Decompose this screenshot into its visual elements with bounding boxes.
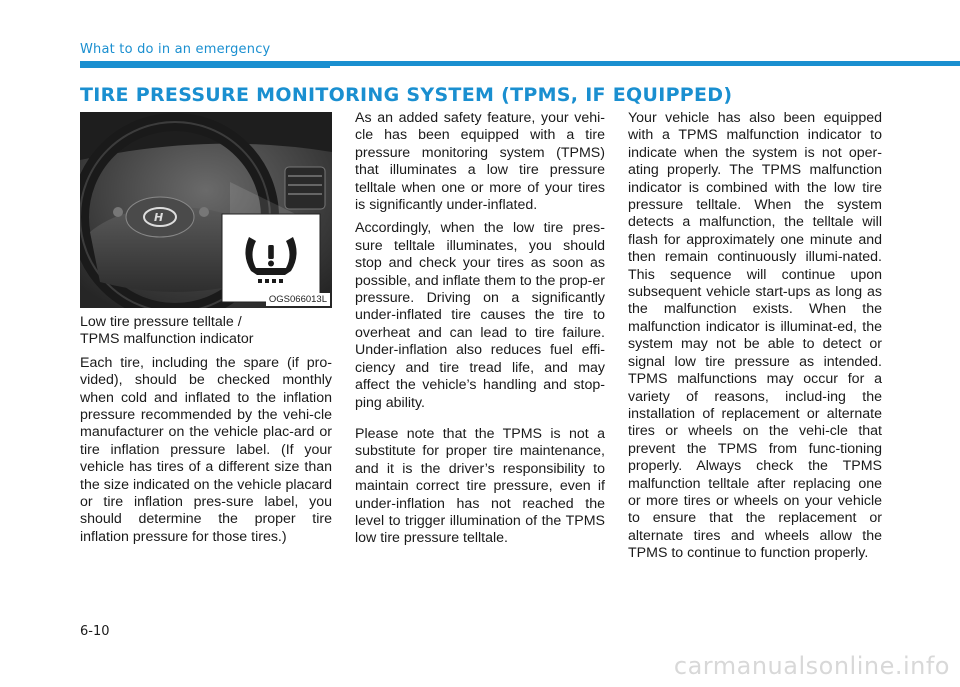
watermark: carmanualsonline.info [673,652,950,680]
malfunction-indicator-paragraph: Your vehicle has also been equipped with a TPMS malfunction indicator to indicate when the system is not oper-ating properly. The TPMS malfunction indicator is combined with the low tire pressure telltale. When the system detects a malfunction, the telltale will flash for approximately one minute and then remain continuously illumi-nated. This sequence will continue upon subsequent vehicle start-ups as long as the malfunction exists. When the malfunction indicator is illuminat-ed, the system may not be able to detect or signal low tire pressure as intended. TPMS malfunctions may occur for a variety of reasons, includ-ing the installation of replacement or alternate tires or wheels on the vehi-cle that prevent the TPMS from func-tioning properly. Always check the TPMS malfunction telltale after replacing one or more tires or wheels on your vehicle to ensure that the replacement or alternate tires and wheels allow the TPMS to continue to function properly. [628,110,882,562]
figure-caption-line-2: TPMS malfunction indicator [80,331,254,348]
svg-text:H: H [154,211,164,224]
header-rule-accent [80,66,330,68]
figure-caption-line-1: Low tire pressure telltale / [80,314,242,330]
figure-caption [80,314,332,349]
column-3 [628,110,882,569]
safety-feature-paragraph: As an added safety feature, your vehi-cle has been equipped with a tire pressure monitoring system (TPMS) that illuminates a low tire pressure telltale when one or more of your tires is significantly under-inflated. [355,110,605,214]
section-label: What to do in an emergency [80,42,271,57]
spare-tire-paragraph: Each tire, including the spare (if pro-vided), should be checked monthly when cold and inflated to the inflation pressure recommended by the vehi-cle manufacturer on the vehicle plac-ard or tire inflation pressure label. (If your vehicle has tires of a different size than the size indicated on the vehicle placard or tire inflation pres-sure label, you should determine the proper tire inflation pressure for those tires.) [80,354,332,545]
column-1 [80,314,332,552]
figure-code: OGS066013L [266,293,330,306]
maintenance-note-paragraph: Please note that the TPMS is not a substitute for proper tire maintenance, and it is the driver’s responsibility to maintain correct tire pressure, even if under-inflation has not reached the level to trigger illumination of the TPMS low tire pressure telltale. [355,425,605,547]
dashboard-photo [80,112,332,308]
page-number: 6-10 [80,624,110,639]
page-title: TIRE PRESSURE MONITORING SYSTEM (TPMS, IF EQUIPPED) [80,84,733,106]
column-2 [355,110,605,554]
dashboard-illustration [80,112,332,308]
telltale-action-paragraph: Accordingly, when the low tire pres-sure telltale illuminates, you should stop and check your tires as soon as possible, and inflate them to the prop-er pressure. Driving on a significantly under-inflated tire causes the tire to overheat and can lead to tire failure. Under-inflation also reduces fuel effi-ciency and tire tread life, and may affect the vehicle’s handling and stop-ping ability. [355,220,606,411]
